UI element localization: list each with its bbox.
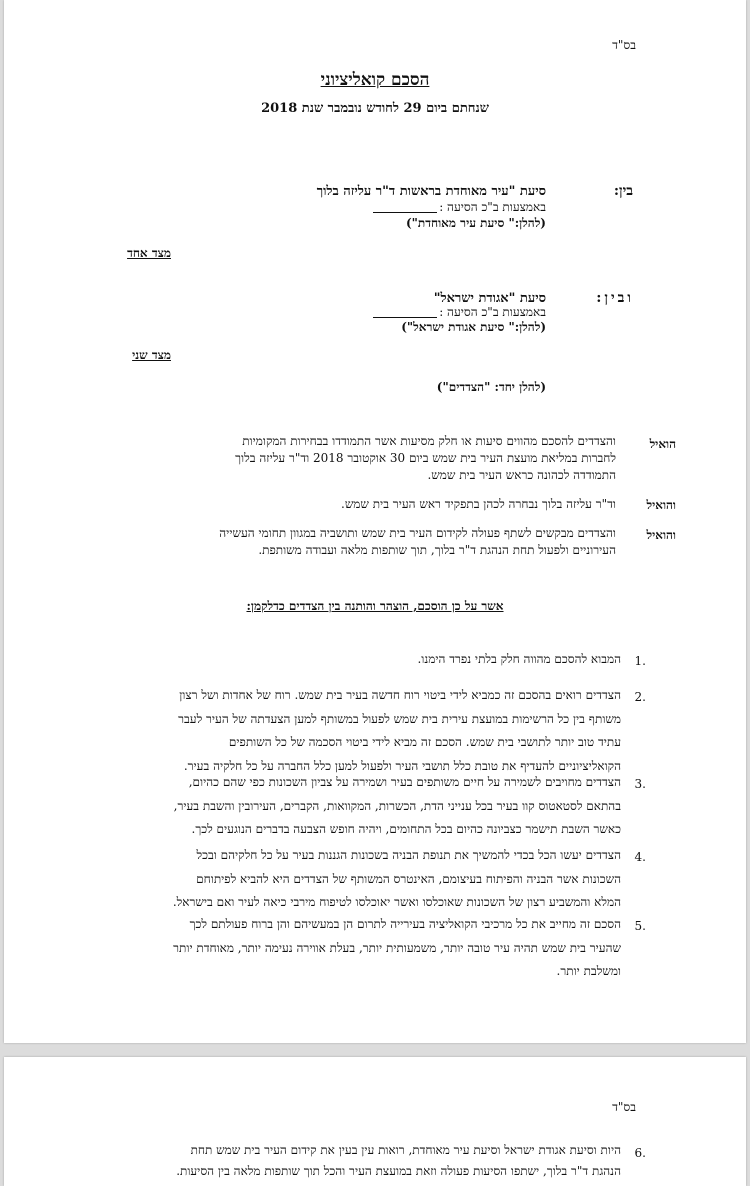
- document-subtitle: שנחתם ביום 29 לחודש נובמבר שנת 2018: [261, 101, 489, 116]
- whereas-line: העירוניים ולפעול תחת הנהגת ד"ר בלוך, תוך שותפות מלאה ועבודה משותפת.: [258, 543, 616, 557]
- party1-side: מצד אחד: [127, 246, 171, 260]
- item-number: 4.: [634, 850, 646, 864]
- party2-side: מצד שני: [132, 348, 171, 362]
- bsd-header: בס"ד: [612, 38, 636, 52]
- party1-label: בין:: [613, 183, 633, 199]
- item-line: המלא והמשביע רצון של השכונות שאוכלסו ואשר יאוכלסו לטיפוח מירבי כיאה לעיר ואם בישראל.: [172, 895, 621, 909]
- party2-label: ובין:: [596, 290, 634, 306]
- whereas-label: הואיל: [649, 437, 676, 451]
- whereas-line: התמודדה לכהונה כראש העיר בית שמש.: [427, 468, 616, 482]
- item-text: [31, 771, 621, 842]
- item-line: הצדדים רואים בהסכם זה כמביא לידי ביטוי רוח חדשה בעיר בית שמש. רוח של אחדות ושל רצון: [179, 688, 621, 702]
- item-number: 6.: [634, 1146, 646, 1160]
- item-line: היות וסיעת אגודת ישראל וסיעת עיר מאוחדת, רואות עין בעין את קידום העיר בית שמש תחת: [190, 1143, 621, 1157]
- therefore-heading: אשר על כן הוסכם, הוצהר והותנה בין הצדדים כדלקמן:: [246, 599, 504, 613]
- party1-via: [373, 200, 546, 215]
- whereas-label: והואיל: [646, 528, 676, 542]
- whereas-line: וד"ר עליזה בלוך נבחרה לכהן בתפקיד ראש העיר בית שמש.: [341, 497, 616, 511]
- item-line: ומשלבת יותר.: [556, 964, 621, 978]
- party1-alias: (להלן:" סיעת עיר מאוחדת"): [405, 216, 546, 230]
- parties-together: (להלן יחד: "הצדדים"): [436, 380, 546, 394]
- item-line: משותף בין כל הרשימות במועצת עירית בית שמש לפעול במשותף למען הצעדתה של העיר לעבר: [178, 711, 621, 726]
- item-line: כאשר השבת תישמר כצביונה כהיום בכל התחומים, ויהיה חופש הצבעה בדברים הנוגעים לכך.: [191, 822, 621, 836]
- whereas-label: והואיל: [646, 498, 676, 512]
- signature-blank: [373, 212, 437, 213]
- whereas-line: והצדדים מבקשים לשתף פעולה לקידום העיר בית שמש ותושביה במגוון תחומי העשייה: [219, 526, 616, 540]
- item-number: 5.: [634, 919, 646, 933]
- item-line: הנהגת ד"ר בלוך, ישתפו הסיעות פעולה וזאת במועצת העיר והכל תוך שותפות מלאה בין הסיעות.: [176, 1164, 621, 1178]
- document-title: הסכם קואליציוני: [320, 70, 430, 90]
- item-text: [31, 913, 621, 984]
- bsd-header: בס"ד: [612, 1100, 636, 1114]
- item-line: הקואליציוניים להעדיף את טובת כלל תושבי העיר ולפעול למען כלל החברה על כל חלקיה בעיר.: [183, 758, 621, 773]
- whereas-line: לחברות במליאת מועצת העיר בית שמש ביום 30 אוקטובר 2018 וד"ר עליזה בלוך: [235, 451, 616, 465]
- item-line: המבוא להסכם מהווה חלק בלתי נפרד הימנו.: [417, 652, 621, 666]
- party2-via-text: באמצעות ב"כ הסיעה :: [439, 305, 546, 319]
- item-text: [31, 844, 621, 915]
- document-page-1: [4, 0, 746, 1043]
- party1-name: סיעת "עיר מאוחדת בראשות ד"ר עליזה בלוך: [316, 184, 546, 199]
- item-line: עתיד טוב יותר לתושבי בית שמש. הסכם זה מביא לידי ביטוי הסכמה של כל השותפים: [228, 735, 621, 749]
- whereas-clause: [71, 525, 616, 559]
- item-text: [31, 648, 621, 672]
- party2-via: [373, 305, 546, 320]
- item-line: הסכם זה מחייב את כל מרכיבי הקואליציה בעירייה לתרום הן במעשיהם והן ברוח פעולתם לכך: [189, 917, 621, 931]
- item-number: 2.: [634, 690, 646, 704]
- item-number: 3.: [634, 777, 646, 791]
- item-line: שהעיר בית שמש תהיה עיר טובה יותר, משמעותית יותר, בעלת אווירה נעימה יותר, מאוחדת יותר: [173, 940, 621, 955]
- item-line: הצדדים יעשו הכל בכדי להמשיך את תנופת הבניה בשכונות הגננות בעיר על כל חלקיהם ובכל: [196, 848, 621, 862]
- item-line: הצדדים מחויבים לשמירה על חיים משותפים בעיר ושמירה על צביון השכונות כפי שהם כהיום,: [188, 775, 621, 789]
- whereas-line: והצדדים להסכם מהווים סיעות או חלק מסיעות אשר התמודדו בבחירות המקומיות: [242, 434, 616, 448]
- party1-via-text: באמצעות ב"כ הסיעה :: [439, 200, 546, 214]
- whereas-clause: [71, 433, 616, 484]
- party2-alias: (להלן:" סיעת אגודת ישראל"): [401, 320, 546, 334]
- party2-name: סיעת "אגודת ישראל": [433, 291, 546, 306]
- signature-blank: [373, 317, 437, 318]
- item-line: השכונות אשר הבניה והפיתוח בעיצומם, האינטרס המשותף של הצדדים היא להביא לפיתוחם: [196, 871, 621, 886]
- whereas-clause: [71, 496, 616, 513]
- item-line: בהתאם לסטאטוס קוו בעיר בכל ענייני הדת, הכשרות, המקוואות, הקברים, העירובין והשבת בעיר,: [173, 798, 621, 813]
- document-page-2: [4, 1057, 746, 1186]
- item-number: 1.: [634, 654, 646, 668]
- item-text: [31, 1140, 621, 1182]
- item-text: [31, 684, 621, 778]
